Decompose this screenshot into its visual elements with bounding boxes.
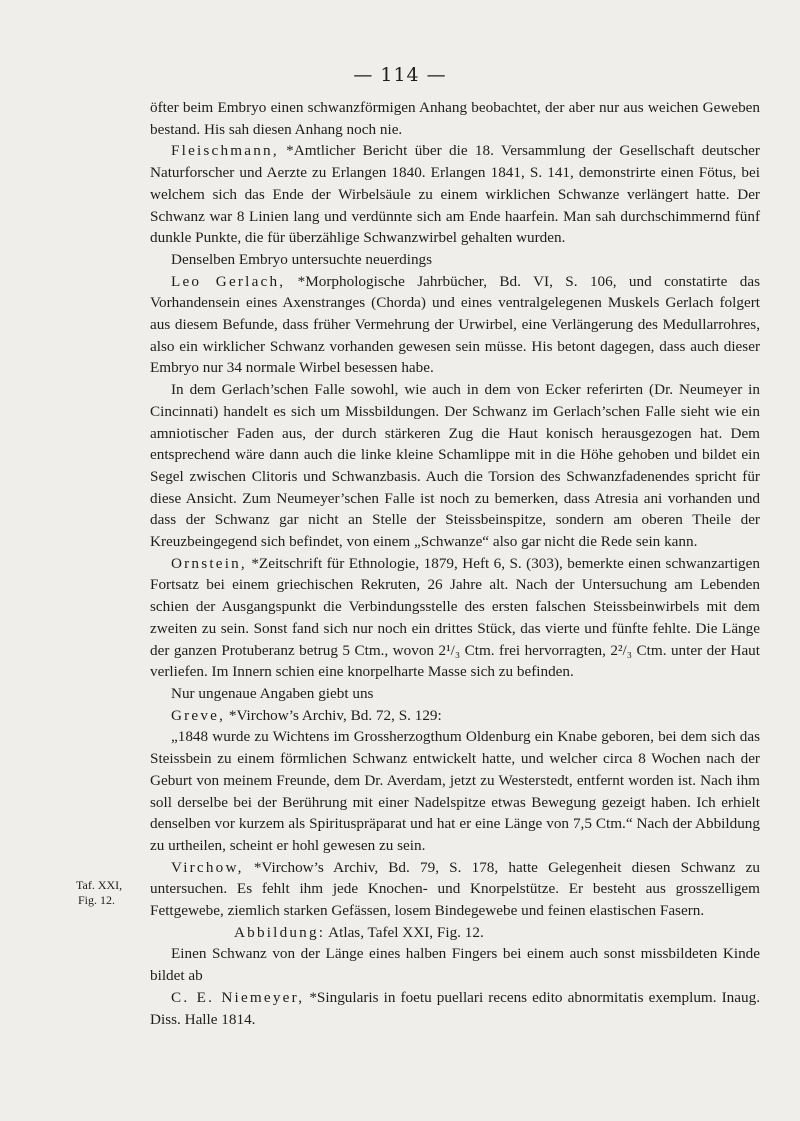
- paragraph-2: Fleischmann, *Amtlicher Bericht über die 18. Versammlung der Gesellschaft deutscher Naturforscher und Aerzte zu Erlangen 1840. Erlangen 1841, S. 141, demonstrirte einen Fötus, bei welchem sich das Ende der Wirbelsäule zu einem wirklichen Schwanze verlängert hatte. Der Schwanz war 8 Linien lang und verdünnte sich am Ende haarfein. Man sah durchschimmernd fünf dunkle Punkte, die für überzählige Schwanzwirbel gehalten wurden.: [150, 142, 760, 247]
- author-name: Virchow,: [171, 858, 244, 876]
- paragraph-9: „1848 wurde zu Wichtens im Grossherzogthum Oldenburg ein Knabe geboren, bei dem sich das Steissbein zu einem förmlichen Schwanz entwickelt hatte, und welcher circa 8 Wochen nach der Geburt von meinem Freunde, dem Dr. Averdam, jetzt zu Westerstedt, entfernt worden ist. Nach ihm soll derselbe bei der Berührung mit einer Nadelspitze etwas Bewegung gezeigt haben. Ich erhielt denselben vor kurzem als Spirituspräparat und hat er eine Länge von 7,5 Ctm.“ Nach der Abbildung zu urtheilen, scheint er hohl gewesen zu sein.: [150, 728, 760, 854]
- margin-note-plate: Taf. XXI,: [76, 878, 123, 892]
- paragraph-5: In dem Gerlach’schen Falle sowohl, wie auch in dem von Ecker referirten (Dr. Neumeyer in Cincinnati) handelt es sich um Missbildungen. Der Schwanz im Gerlach’schen Falle sieht wie ein amniotischer Faden aus, der durch stärkeren Zug die Haut konisch herausgezogen hat. Dem entsprechend wäre dann auch die linke kleine Schamlippe mit in die Höhe gehoben und bildet ein Segel zwischen Clitoris und Schwanzbasis. Auch die Torsion des Schwanzfadenendes spricht für diese Ansicht. Zum Neumeyer’schen Falle ist noch zu bemerken, dass Atresia ani vorhanden und dass der Schwanz gar nicht an Stelle der Steissbeinspitze, sondern am oberen Theile der Kreuzbeingegend sich befindet, von einem „Schwanze“ also gar nicht die Rede sein kann.: [150, 381, 760, 551]
- paragraph-11: Abbildung: Atlas, Tafel XXI, Fig. 12.: [234, 923, 484, 941]
- paragraph-6: Ornstein, *Zeitschrift für Ethnologie, 1879, Heft 6, S. (303), bemerkte einen schwanzartigen Fortsatz bei einem griechischen Rekruten, 26 Jahre alt. Nach der Untersuchung am Lebenden schien der Ausgangspunkt die Verbindungsstelle des ersten falschen Steissbeinwirbels mit dem zweiten zu sein. Sonst fand sich nur noch ein drittes Stück, das vierte und fünfte fehlte. Die Länge der ganzen Protuberanz betrug 5 Ctm., wovon 2¹/₃ Ctm. frei hervorragten, 2²/₃ Ctm. unter der Haut verliefen. Im Innern schien eine knorpelharte Masse sich zu befinden.: [150, 554, 760, 681]
- body-text: [150, 97, 760, 1030]
- paragraph-1: öfter beim Embryo einen schwanzförmigen Anhang beobachtet, der aber nur aus weichen Geweben bestand. His sah diesen Anhang noch nie.: [150, 99, 760, 138]
- page-number: — 114 —: [353, 64, 447, 86]
- author-name: Leo Gerlach,: [171, 272, 286, 290]
- paragraph-3: Denselben Embryo untersuchte neuerdings: [171, 250, 433, 268]
- paragraph-8: Greve, *Virchow’s Archiv, Bd. 72, S. 129:: [171, 706, 442, 724]
- margin-note: [76, 878, 122, 908]
- author-name: Greve,: [171, 706, 226, 724]
- paragraph-10: Virchow, *Virchow’s Archiv, Bd. 79, S. 178, hatte Gelegenheit diesen Schwanz zu untersuchen. Es fehlt ihm jede Knochen- und Knorpelstütze. Er besteht aus grosszelligem Fettgewebe, ziemlich starken Gefässen, losem Bindegewebe und feinen elastischen Fasern.: [150, 858, 760, 920]
- paragraph-12: Einen Schwanz von der Länge eines halben Fingers bei einem auch sonst missbildeten Kinde bildet ab: [150, 945, 760, 985]
- author-name: Ornstein,: [171, 554, 247, 572]
- figure-reference-label: Abbildung:: [234, 923, 326, 941]
- paragraph-7: Nur ungenaue Angaben giebt uns: [171, 684, 374, 702]
- paragraph-13: C. E. Niemeyer, *Singularis in foetu puellari recens edito abnormitatis exemplum. Inaug. Diss. Halle 1814.: [150, 988, 760, 1028]
- author-name: C. E. Niemeyer,: [171, 988, 305, 1006]
- paragraph-4: Leo Gerlach, *Morphologische Jahrbücher, Bd. VI, S. 106, und constatirte das Vorhandensein eines Axenstranges (Chorda) und eines ventralgelegenen Muskels Gerlach folgert aus diesem Befunde, dass früher Vermehrung der Urwirbel, eine Verlängerung des Medullarrohres, also ein wirklicher Schwanz vorhanden gewesen sein müsse. His betont dagegen, dass auch dieser Embryo nur 34 normale Wirbel besessen habe.: [150, 272, 760, 377]
- margin-note-figure: Fig. 12.: [78, 893, 116, 907]
- author-name: Fleischmann,: [171, 142, 279, 160]
